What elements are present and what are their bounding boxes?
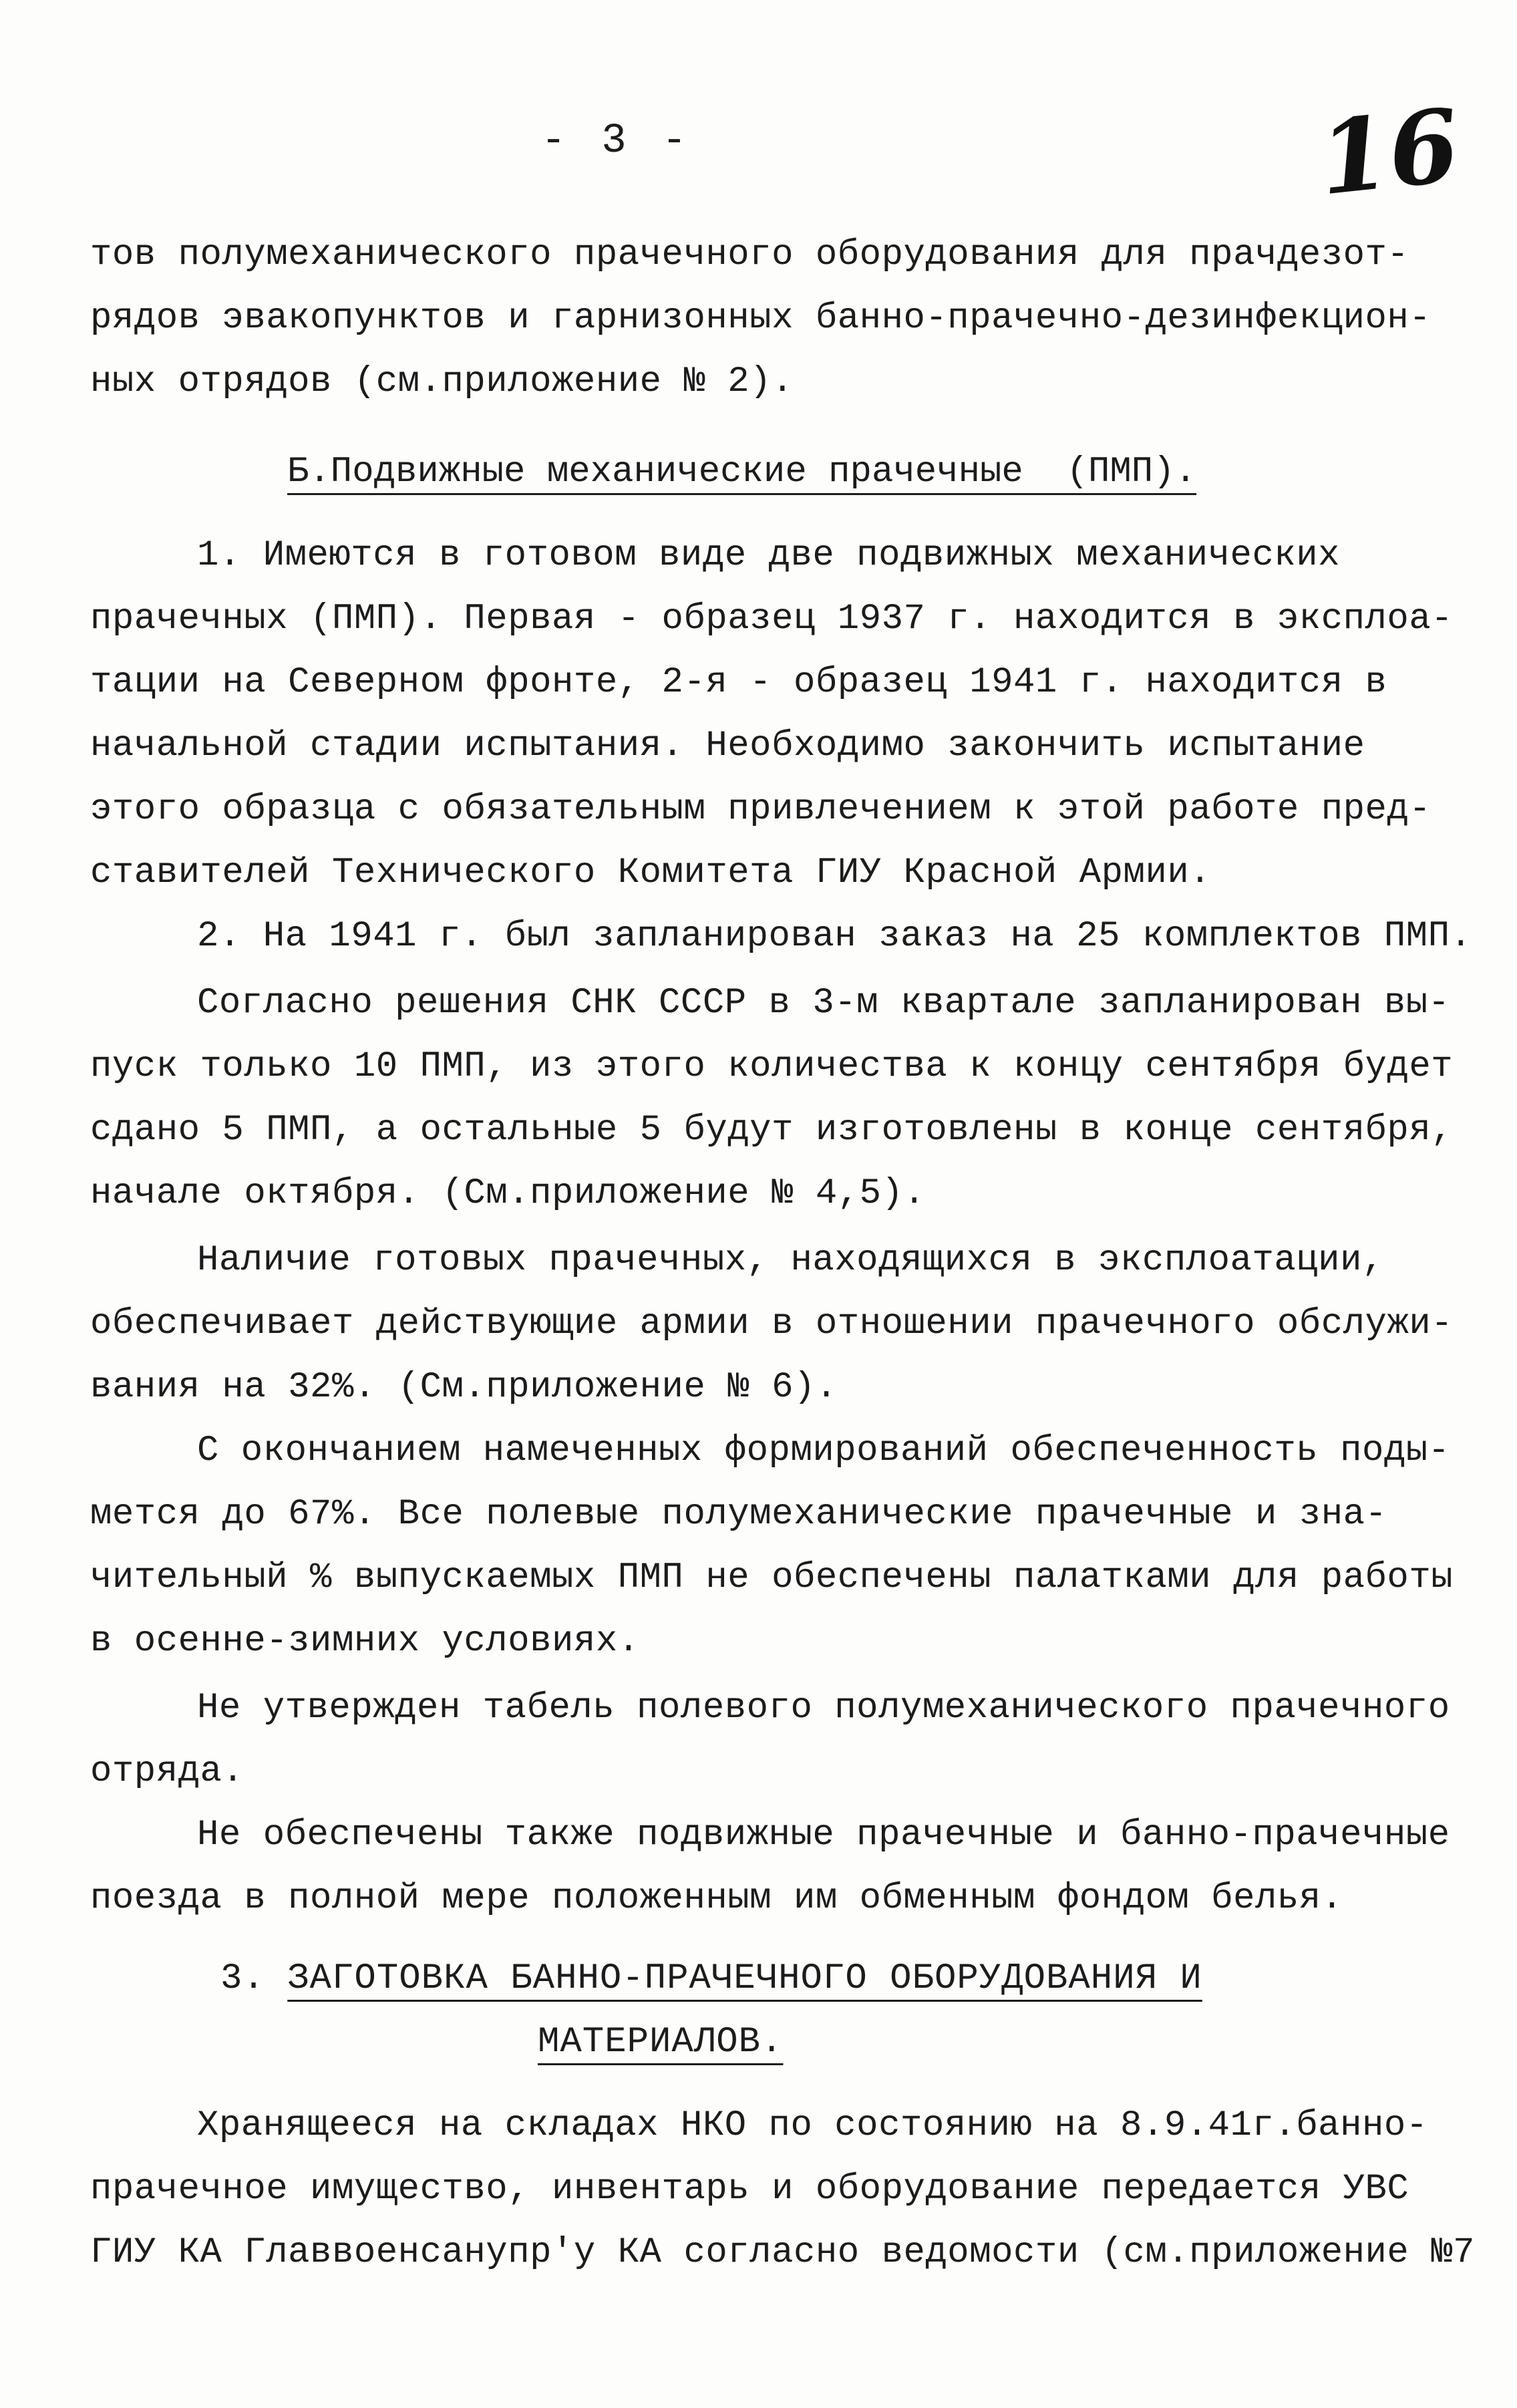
- archive-page-number-handwritten: 16: [1313, 86, 1465, 218]
- intro-line-3: ных отрядов (см.приложение № 2).: [90, 361, 794, 402]
- intro-line-2: рядов эвакопунктов и гарнизонных банно-прачечно-дезинфекцион-: [90, 298, 1431, 339]
- p1-line-6: ставителей Технического Комитета ГИУ Красной Армии.: [90, 853, 1212, 893]
- p4-line-2: мется до 67%. Все полевые полумеханические прачечные и зна-: [90, 1494, 1387, 1535]
- p1-line-5: этого образца с обязательным привлечением к этой работе пред-: [90, 789, 1431, 830]
- page-number: - 3 -: [541, 117, 693, 164]
- p6-line-2: поезда в полной мере положенным им обменным фондом белья.: [90, 1878, 1343, 1919]
- p7-line-3: ГИУ КА Главвоенсанупр'у КА согласно ведомости (см.приложение №7: [90, 2232, 1476, 2273]
- section-3-title-part-1: ЗАГОТОВКА БАННО-ПРАЧЕЧНОГО ОБОРУДОВАНИЯ И: [287, 1958, 1202, 1999]
- p3-line-1: Наличие готовых прачечных, находящихся в эксплоатации,: [197, 1240, 1384, 1281]
- p1-line-2: прачечных (ПМП). Первая - образец 1937 г. находится в эксплоа-: [90, 599, 1454, 639]
- section-3-heading-line-1: [220, 1958, 1202, 1999]
- p2-line-4: сдано 5 ПМП, а остальные 5 будут изготовлены в конце сентября,: [90, 1110, 1454, 1151]
- p3-line-3: вания на 32%. (См.приложение № 6).: [90, 1367, 838, 1408]
- p4-line-1: С окончанием намеченных формирований обеспеченность поды-: [197, 1431, 1450, 1471]
- section-3-number: 3.: [220, 1958, 265, 1999]
- p1-line-4: начальной стадии испытания. Необходимо закончить испытание: [90, 726, 1365, 766]
- p3-line-2: обеспечивает действующие армии в отношении прачечного обслужи-: [90, 1304, 1454, 1344]
- intro-line-1: тов полумеханического прачечного оборудования для прачдезот-: [90, 235, 1409, 275]
- section-3-title-part-2: МАТЕРИАЛОВ.: [538, 2022, 784, 2063]
- p4-line-3: чительный % выпускаемых ПМП не обеспечены палатками для работы: [90, 1557, 1454, 1598]
- p2-line-5: начале октября. (См.приложение № 4,5).: [90, 1173, 926, 1214]
- section-b-heading: Б.Подвижные механические прачечные (ПМП).: [287, 452, 1197, 492]
- p6-line-1: Не обеспечены также подвижные прачечные и банно-прачечные: [197, 1815, 1450, 1855]
- p4-line-4: в осенне-зимних условиях.: [90, 1621, 640, 1662]
- p2-line-3: пуск только 10 ПМП, из этого количества к концу сентября будет: [90, 1046, 1454, 1087]
- p5-line-2: отряда.: [90, 1751, 244, 1792]
- p2-line-2: Согласно решения СНК СССР в 3-м квартале запланирован вы-: [197, 983, 1450, 1024]
- p2-line-1: 2. На 1941 г. был запланирован заказ на 25 комплектов ПМП.: [197, 916, 1472, 957]
- p5-line-1: Не утвержден табель полевого полумеханического прачечного: [197, 1688, 1450, 1728]
- p1-line-3: тации на Северном фронте, 2-я - образец 1941 г. находится в: [90, 662, 1387, 703]
- p7-line-2: прачечное имущество, инвентарь и оборудование передается УВС: [90, 2169, 1409, 2210]
- p7-line-1: Хранящееся на складах НКО по состоянию на 8.9.41г.банно-: [197, 2105, 1428, 2146]
- p1-line-1: 1. Имеются в готовом виде две подвижных механических: [197, 535, 1341, 576]
